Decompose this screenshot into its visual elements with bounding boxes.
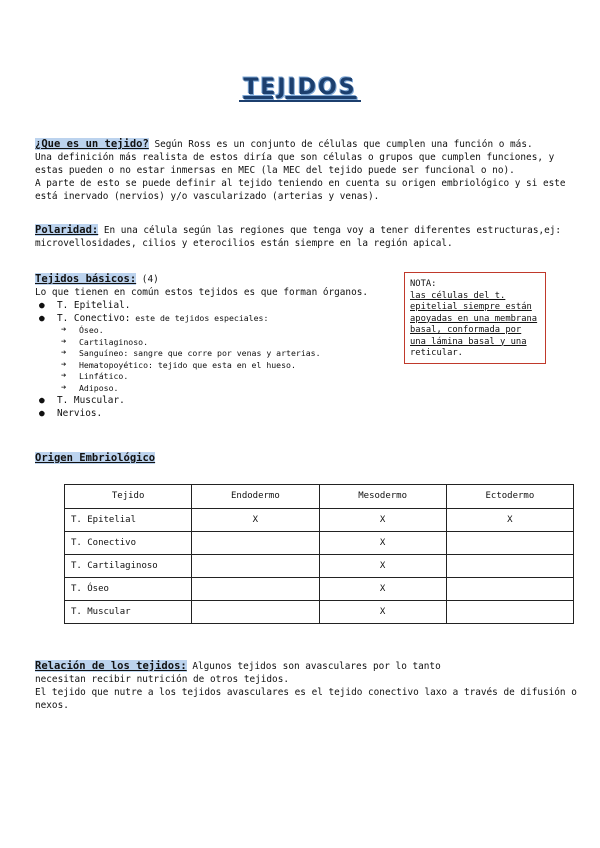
- section-que-es: [35, 138, 575, 203]
- que-es-heading: ¿Que es un tejido?: [35, 138, 149, 150]
- bullet-icon: ●: [39, 408, 45, 419]
- especial-label: Linfático.: [79, 371, 129, 381]
- table-header-row: [65, 485, 574, 509]
- list-item: [35, 348, 395, 360]
- basicos-list: [35, 299, 395, 325]
- bullet-icon: ●: [39, 300, 45, 311]
- nota-line: reticular.: [410, 348, 463, 358]
- list-item: [35, 383, 395, 395]
- basicos-count: (4): [136, 274, 159, 285]
- section-relacion: [35, 660, 575, 712]
- list-item: [35, 394, 395, 407]
- column-header: Mesodermo: [319, 485, 446, 509]
- basicos-item-label: T. Conectivo:: [57, 313, 131, 324]
- arrow-right-icon: ➔: [61, 348, 67, 358]
- column-header: Ectodermo: [446, 485, 573, 509]
- especial-label: Hematopoyético: tejido que esta en el hueso.: [79, 359, 296, 370]
- basicos-item-label: T. Epitelial.: [57, 300, 131, 311]
- table-cell: X: [319, 532, 446, 555]
- section-polaridad: [35, 224, 575, 250]
- table-cell: [192, 578, 319, 601]
- table-cell: [192, 532, 319, 555]
- table-cell: [192, 601, 319, 624]
- especial-label: Óseo.: [79, 325, 104, 335]
- table-row: [65, 578, 574, 601]
- table-row: [65, 601, 574, 624]
- nota-line: apoyadas en una membrana: [410, 313, 538, 324]
- bullet-icon: ●: [39, 313, 45, 324]
- relacion-line3: El tejido que nutre a los tejidos avasculares es el tejido conectivo laxo a través de difusión o: [35, 687, 577, 698]
- list-item: [35, 371, 395, 383]
- que-es-line4: A parte de esto se puede definir al tejido teniendo en cuenta su origen embriológico y si este: [35, 178, 566, 189]
- especial-label: Adiposo.: [79, 382, 119, 393]
- relacion-line2: necesitan recibir nutrición de otros tejidos.: [35, 674, 289, 685]
- origen-table: [64, 484, 574, 624]
- basicos-item-label: T. Muscular.: [57, 395, 125, 406]
- arrow-right-icon: ➔: [61, 382, 67, 393]
- table-cell: X: [319, 601, 446, 624]
- table-row: [65, 555, 574, 578]
- page-title: TEJIDOS: [239, 76, 360, 102]
- bullet-icon: ●: [39, 395, 45, 406]
- table-cell: [446, 555, 573, 578]
- polaridad-line1: [35, 224, 575, 237]
- arrow-right-icon: ➔: [61, 325, 67, 335]
- column-header: Endodermo: [192, 485, 319, 509]
- table-cell: X: [192, 509, 319, 532]
- table-cell: T. Muscular: [65, 601, 192, 624]
- arrow-right-icon: ➔: [61, 336, 67, 347]
- que-es-line5: está inervado (nervios) y/o vascularizado (arterias y venas).: [35, 191, 380, 202]
- basicos-heading-line: [35, 273, 395, 286]
- list-item: [35, 299, 395, 312]
- table-cell: [192, 555, 319, 578]
- que-es-line1: [35, 138, 575, 151]
- basicos-list-cont: [35, 394, 395, 420]
- especial-label: Sanguíneo: sangre que corre por venas y arterias.: [79, 348, 321, 358]
- relacion-heading: Relación de los tejidos:: [35, 660, 187, 672]
- que-es-line3: estas pueden o no estar inmersas en MEC (la MEC del tejido puede ser funcional o no).: [35, 165, 515, 176]
- table-cell: X: [319, 555, 446, 578]
- table-cell: T. Epitelial: [65, 509, 192, 532]
- table-cell: [446, 532, 573, 555]
- table-cell: [446, 601, 573, 624]
- nota-label: NOTA:: [410, 279, 437, 289]
- section-origen: [35, 452, 575, 465]
- list-item: [35, 325, 395, 337]
- especiales-list: [35, 325, 395, 394]
- table-cell: X: [319, 509, 446, 532]
- relacion-text1: Algunos tejidos son avasculares por lo tanto: [186, 661, 441, 672]
- polaridad-line2: microvellosidades, cilios y eterocilios están siempre en la región apical.: [35, 238, 453, 249]
- origen-heading: Origen Embriológico: [35, 452, 156, 464]
- section-basicos: [35, 273, 395, 420]
- basicos-intro: Lo que tienen en común estos tejidos es que forman órganos.: [35, 287, 369, 298]
- table-cell: X: [446, 509, 573, 532]
- nota-line: las células del t.: [410, 290, 506, 301]
- que-es-line2: Una definición más realista de estos diría que son células o grupos que cumplen funciones, y: [35, 152, 555, 163]
- list-item: [35, 312, 395, 325]
- column-header: Tejido: [65, 485, 192, 509]
- table-row: [65, 509, 574, 532]
- table-cell: X: [319, 578, 446, 601]
- nota-line: epitelial siempre están: [410, 302, 532, 312]
- list-item: [35, 360, 395, 372]
- que-es-text1: Según Ross es un conjunto de células que cumplen una función o más.: [148, 139, 533, 150]
- list-item: [35, 337, 395, 349]
- table-cell: T. Conectivo: [65, 532, 192, 555]
- polaridad-text1: En una célula según las regiones que tenga voy a tener diferentes estructuras,ej:: [98, 225, 562, 236]
- basicos-heading: Tejidos básicos:: [35, 273, 137, 285]
- especial-label: Cartilaginoso.: [79, 336, 149, 347]
- basicos-item-note: este de tejidos especiales:: [130, 313, 269, 323]
- arrow-right-icon: ➔: [61, 359, 67, 370]
- table-row: [65, 532, 574, 555]
- arrow-right-icon: ➔: [61, 371, 67, 381]
- relacion-line1: [35, 660, 575, 673]
- title-wrap: [0, 76, 600, 102]
- basicos-item-label: Nervios.: [57, 408, 103, 419]
- table-cell: [446, 578, 573, 601]
- list-item: [35, 407, 395, 420]
- nota-line: una lámina basal y una: [410, 336, 527, 347]
- table-cell: T. Cartilaginoso: [65, 555, 192, 578]
- relacion-line4: nexos.: [35, 700, 69, 711]
- nota-line: basal, conformada por: [410, 325, 522, 335]
- nota-box: [404, 272, 546, 364]
- polaridad-heading: Polaridad:: [35, 224, 99, 236]
- table-cell: T. Óseo: [65, 578, 192, 601]
